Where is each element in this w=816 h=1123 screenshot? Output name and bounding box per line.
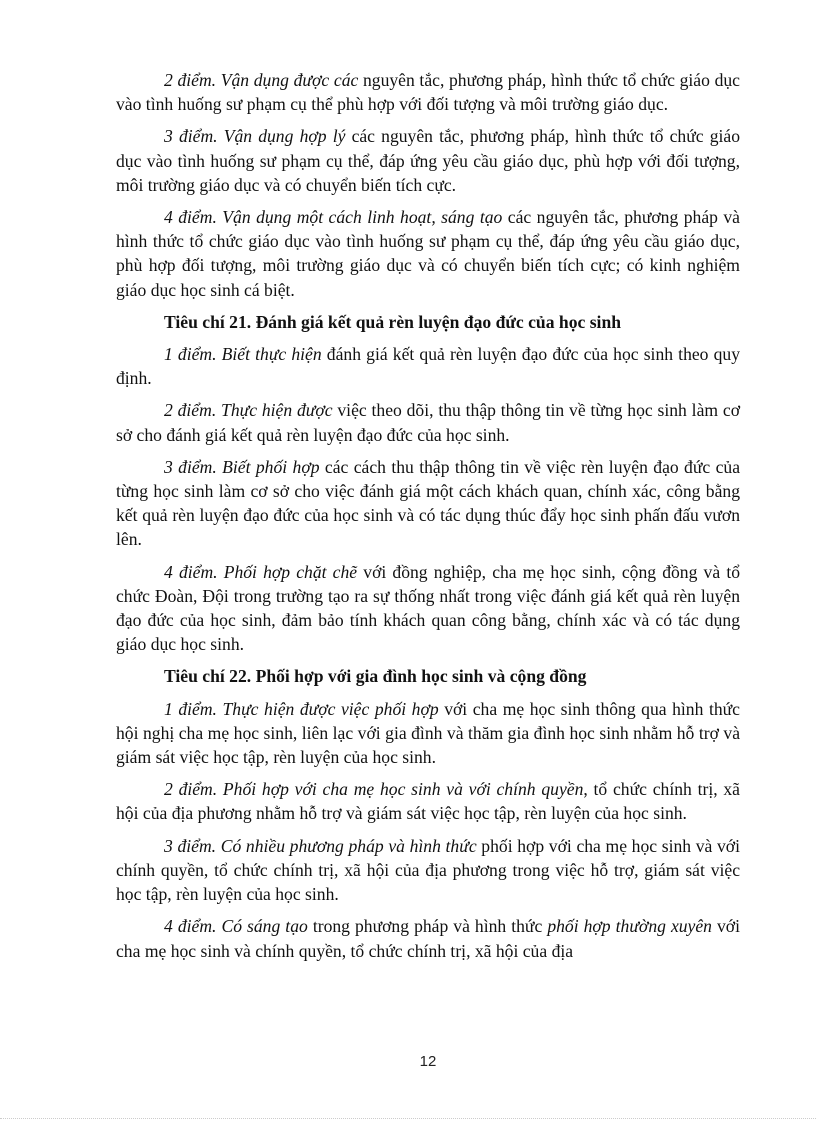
page-bottom-divider xyxy=(0,1118,816,1119)
document-page xyxy=(116,68,740,971)
paragraph-criterion-21-score-3 xyxy=(116,455,740,552)
paragraph-criterion-22-score-1 xyxy=(116,697,740,770)
score-label: 3 điểm. Biết phối hợp xyxy=(164,456,320,477)
paragraph-text: với cha mẹ học sinh thông qua hình thức hội nghị cha mẹ học sinh, liên lạc với gia đình và thăm gia đình học sinh nhằm hỗ trợ và giám sát việc học tập, rèn luyện của học sinh. xyxy=(116,698,740,768)
paragraph-criterion-21-score-1 xyxy=(116,342,740,390)
heading-criterion-21: Tiêu chí 21. Đánh giá kết quả rèn luyện đạo đức của học sinh xyxy=(164,311,622,332)
paragraph-text: đánh giá kết quả rèn luyện đạo đức của học sinh theo quy định. xyxy=(116,344,740,389)
paragraph-text: trong phương pháp và hình thức xyxy=(307,916,548,937)
score-label: 1 điểm. Biết thực hiện xyxy=(164,344,322,365)
paragraph-criterion-20-score-4 xyxy=(116,205,740,302)
heading-criterion-22: Tiêu chí 22. Phối hợp với gia đình học sinh và cộng đồng xyxy=(164,666,587,687)
paragraph-criterion-21-score-2 xyxy=(116,398,740,446)
paragraph-criterion-22-score-2 xyxy=(116,777,740,825)
paragraph-text: nguyên tắc, phương pháp, hình thức tổ chức giáo dục vào tình huống sư phạm cụ thể phù hợp với đối tượng và môi trường giáo dục. xyxy=(116,70,740,115)
paragraph-text: , tổ chức chính trị, xã hội của địa phương nhằm hỗ trợ và giám sát việc học tập, rèn luyện của học sinh. xyxy=(116,779,740,824)
paragraph-text: các nguyên tắc, phương pháp, hình thức tổ chức giáo dục vào tình huống sư phạm cụ thể, đáp ứng yêu cầu giáo dục, phù hợp với đối tượng, môi trường giáo dục và có chuyển biến tích cực. xyxy=(116,126,740,195)
emphasis-text: phối hợp thường xuyên xyxy=(547,916,712,937)
paragraph-text: việc theo dõi, thu thập thông tin về từng học sinh làm cơ sở cho đánh giá kết quả rèn luyện đạo đức của học sinh. xyxy=(116,400,740,445)
page-number: 12 xyxy=(419,1053,437,1070)
score-label: 4 điểm. Có sáng tạo xyxy=(164,916,308,937)
score-label: 3 điểm. Có nhiều phương pháp và hình thức xyxy=(164,835,477,856)
score-label: 2 điểm. Vận dụng được các xyxy=(164,70,359,90)
paragraph-criterion-21-score-4 xyxy=(116,560,740,657)
paragraph-text-continued: với cha mẹ học sinh và chính quyền, tổ chức chính trị, xã hội của địa xyxy=(116,916,740,961)
score-label: 3 điểm. Vận dụng hợp lý xyxy=(164,126,346,147)
paragraph-text: các cách thu thập thông tin về việc rèn luyện đạo đức của từng học sinh làm cơ sở cho việc đánh giá một cách khách quan, chính xác, công bằng kết quả rèn luyện đạo đức của học sinh và có tác dụng thúc đẩy học sinh phấn đấu vươn lên. xyxy=(116,456,740,550)
paragraph-criterion-22-score-3 xyxy=(116,834,740,907)
score-label: 4 điểm. Phối hợp chặt chẽ xyxy=(164,561,358,582)
paragraph-criterion-20-score-2 xyxy=(116,68,740,116)
score-label: 1 điểm. Thực hiện được việc phối hợp xyxy=(164,698,439,719)
paragraph-text: với đồng nghiệp, cha mẹ học sinh, cộng đồng và tổ chức Đoàn, Đội trong trường tạo ra sự thống nhất trong việc đánh giá kết quả rèn luyện đạo đức của học sinh, đảm bảo tính khách quan công bằng, chính xác và có tác dụng giáo dục học sinh. xyxy=(116,561,741,655)
paragraph-text: các nguyên tắc, phương pháp và hình thức tổ chức giáo dục vào tình huống sư phạm cụ thể, đáp ứng yêu cầu giáo dục, phù hợp đối tượng, môi trường giáo dục và có chuyển biến tích cực; có kinh nghiệm giáo dục học sinh cá biệt. xyxy=(116,207,740,300)
score-label: 2 điểm. Thực hiện được xyxy=(164,400,333,421)
score-label: 2 điểm. Phối hợp với cha mẹ học sinh và với chính quyền xyxy=(164,779,584,800)
paragraph-text: phối hợp với cha mẹ học sinh và với chính quyền, tổ chức chính trị, xã hội của địa phương trong việc hỗ trợ, giám sát việc học tập, rèn luyện của học sinh. xyxy=(116,835,740,905)
paragraph-criterion-20-score-3 xyxy=(116,124,740,197)
score-label: 4 điểm. Vận dụng một cách linh hoạt, sáng tạo xyxy=(164,207,503,228)
paragraph-criterion-22-score-4 xyxy=(116,914,740,962)
